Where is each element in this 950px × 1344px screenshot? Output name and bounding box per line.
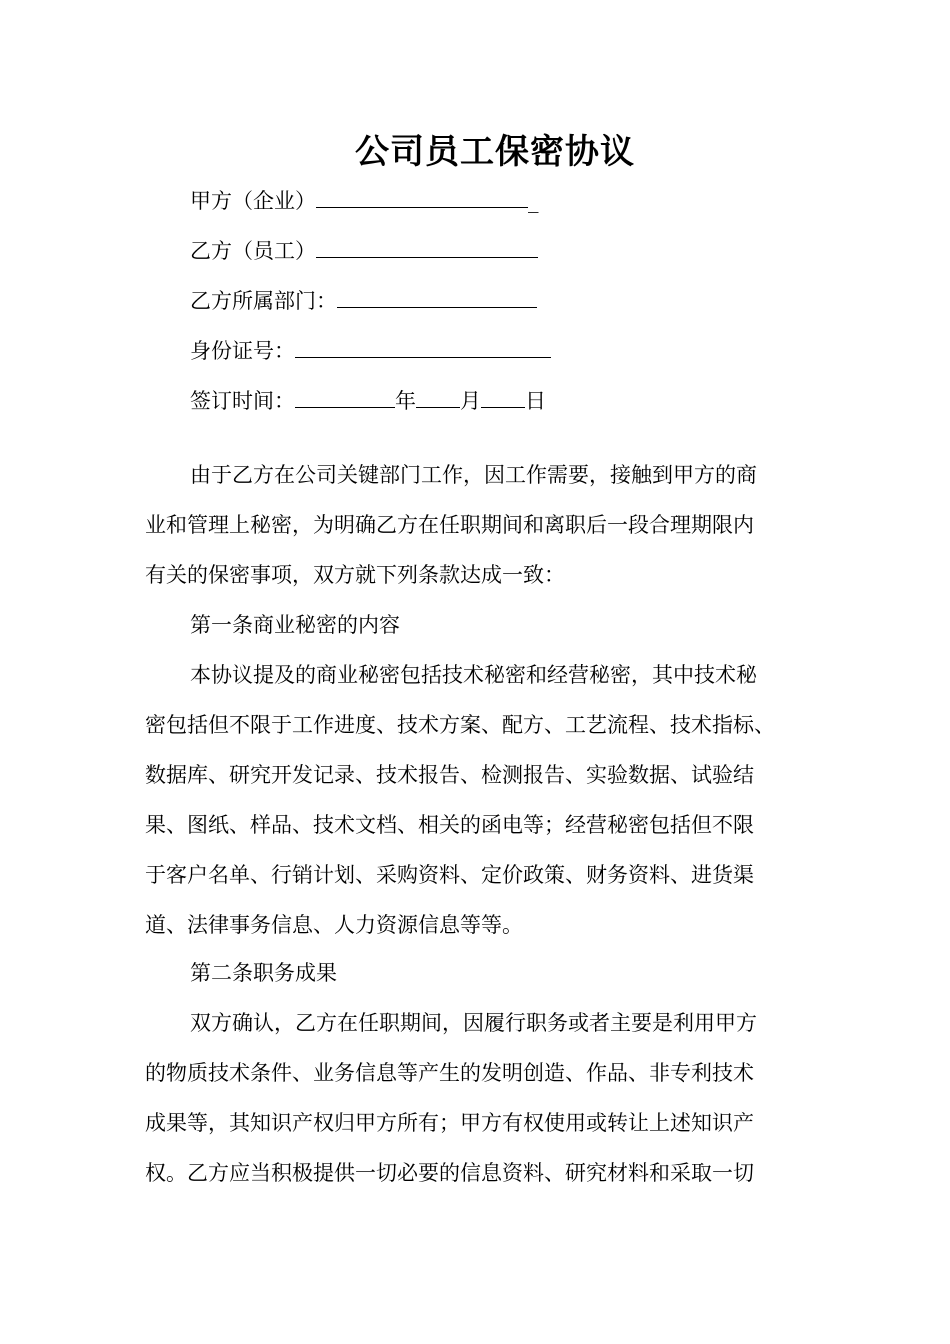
signing-date-label: 签订时间： bbox=[190, 389, 295, 413]
department-blank bbox=[337, 287, 537, 308]
article1-line: 密包括但不限于工作进度、技术方案、配方、工艺流程、技术指标、 bbox=[145, 713, 775, 737]
article2-line: 成果等，其知识产权归甲方所有；甲方有权使用或转让上述知识产 bbox=[145, 1111, 754, 1135]
party-a-label: 甲方（企业） bbox=[190, 189, 316, 213]
intro-line: 业和管理上秘密，为明确乙方在任职期间和离职后一段合理期限内 bbox=[145, 513, 754, 537]
month-blank bbox=[416, 387, 460, 408]
signing-date-field bbox=[190, 386, 546, 416]
document-title: 公司员工保密协议 bbox=[355, 132, 635, 172]
party-b-blank bbox=[316, 237, 538, 258]
article2-heading: 第二条职务成果 bbox=[190, 961, 337, 985]
day-label: 日 bbox=[525, 389, 546, 413]
day-blank bbox=[481, 387, 525, 408]
party-a-trail: _ bbox=[528, 189, 539, 213]
article1-line: 本协议提及的商业秘密包括技术秘密和经营秘密，其中技术秘 bbox=[190, 663, 757, 687]
article2-line: 的物质技术条件、业务信息等产生的发明创造、作品、非专利技术 bbox=[145, 1061, 754, 1085]
article1-line: 果、图纸、样品、技术文档、相关的函电等；经营秘密包括但不限 bbox=[145, 813, 754, 837]
party-b-label: 乙方（员工） bbox=[190, 239, 316, 263]
department-field bbox=[190, 286, 537, 316]
article1-line: 道、法律事务信息、人力资源信息等等。 bbox=[145, 913, 523, 937]
party-a-blank bbox=[316, 187, 528, 208]
article2-line: 权。乙方应当积极提供一切必要的信息资料、研究材料和采取一切 bbox=[145, 1161, 754, 1185]
article1-heading: 第一条商业秘密的内容 bbox=[190, 613, 400, 637]
article1-paragraph bbox=[145, 650, 825, 950]
article2-line: 双方确认，乙方在任职期间，因履行职务或者主要是利用甲方 bbox=[190, 1011, 757, 1035]
article1-line: 于客户名单、行销计划、采购资料、定价政策、财务资料、进货渠 bbox=[145, 863, 754, 887]
month-label: 月 bbox=[460, 389, 481, 413]
intro-line: 有关的保密事项，双方就下列条款达成一致： bbox=[145, 563, 565, 587]
party-b-field bbox=[190, 236, 538, 266]
intro-paragraph bbox=[145, 450, 825, 600]
article2-paragraph bbox=[145, 998, 825, 1198]
id-number-blank bbox=[295, 337, 551, 358]
year-label: 年 bbox=[395, 389, 416, 413]
intro-line: 由于乙方在公司关键部门工作，因工作需要，接触到甲方的商 bbox=[190, 463, 757, 487]
id-number-label: 身份证号： bbox=[190, 339, 295, 363]
id-number-field bbox=[190, 336, 551, 366]
party-a-field bbox=[190, 186, 539, 216]
department-label: 乙方所属部门： bbox=[190, 289, 337, 313]
article1-line: 数据库、研究开发记录、技术报告、检测报告、实验数据、试验结 bbox=[145, 763, 754, 787]
year-blank bbox=[295, 387, 395, 408]
